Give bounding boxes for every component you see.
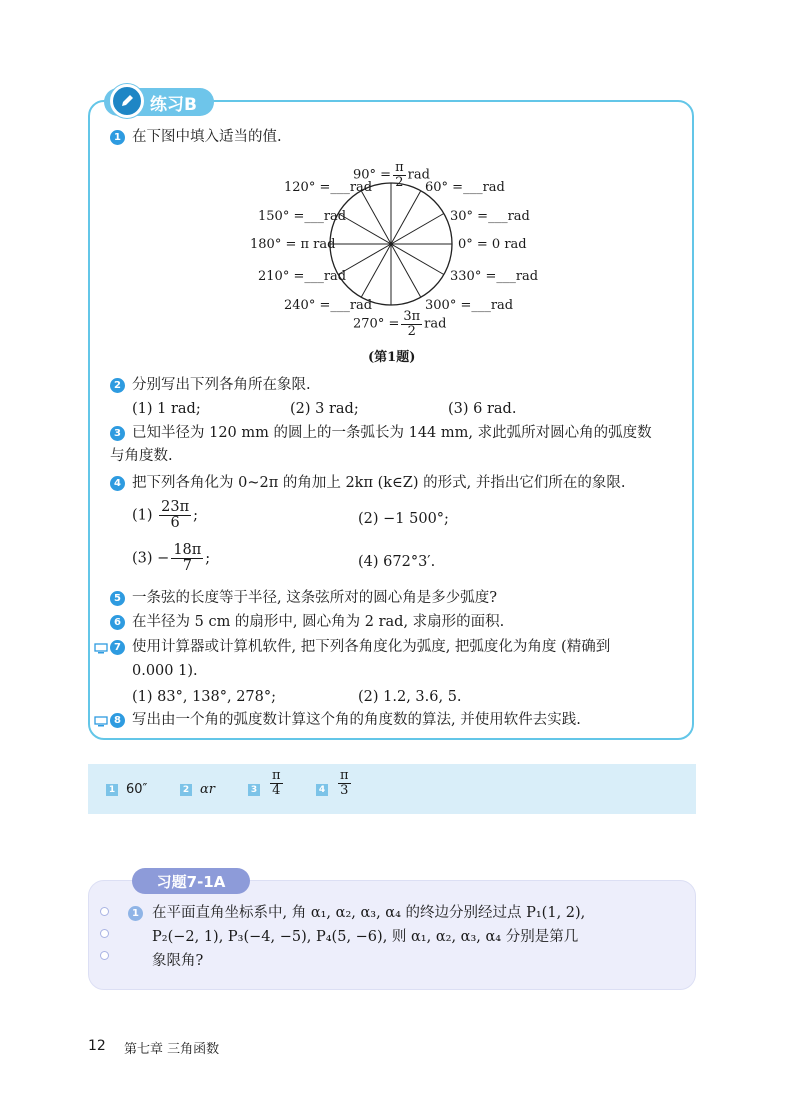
q2-part-3: (3) 6 rad. (448, 401, 517, 417)
answer-2-number: 2 (180, 784, 192, 796)
answer-1-number: 1 (106, 784, 118, 796)
exa-q1-line-1: 在平面直角坐标系中, 角 α₁, α₂, α₃, α₄ 的终边分别经过点 P₁(1, 2), (152, 905, 586, 921)
label-90: 90° = $\frac{\pi}{2}$ rad (353, 160, 430, 190)
q3-number: 3 (110, 426, 125, 441)
binder-hole-icon (100, 951, 109, 960)
exa-q1-line-2: P₂(−2, 1), P₃(−4, −5), P₄(5, −6), 则 α₁, α₂, α₃, α₄ 分别是第几 (152, 929, 579, 945)
q4-part-2: (2) −1 500°; (358, 511, 449, 527)
answer-1: 60″ (126, 782, 148, 797)
q7-line-2: 0.000 1). (132, 663, 198, 679)
q7-number: 7 (110, 640, 125, 655)
q4-part-1: (1) $\frac{23\pi}{6}$ ; (132, 499, 199, 532)
computer-icon (94, 643, 108, 654)
binder-hole-icon (100, 929, 109, 938)
label-180: 180° = π rad (250, 237, 336, 252)
answer-strip (88, 764, 696, 814)
q4-text: 把下列各角化为 0~2π 的角加上 2kπ (k∈Z) 的形式, 并指出它们所在的象限. (132, 475, 626, 491)
q2-part-2: (2) 3 rad; (290, 401, 359, 417)
q6-text: 在半径为 5 cm 的扇形中, 圆心角为 2 rad, 求扇形的面积. (132, 614, 505, 630)
q7-line-1: 使用计算器或计算机软件, 把下列各角度化为弧度, 把弧度化为角度 (精确到 (132, 639, 611, 655)
exercise-b-title: 练习B (104, 88, 214, 116)
answer-4: $\frac{\pi}{3}$ (340, 768, 349, 798)
label-0: 0° = 0 rad (458, 237, 527, 252)
label-330: 330° =___rad (450, 269, 539, 284)
q1-number: 1 (110, 130, 125, 145)
q6-number: 6 (110, 615, 125, 630)
q4-part-3: (3) − $\frac{18\pi}{7}$ ; (132, 542, 211, 575)
q1-text: 在下图中填入适当的值. (132, 129, 282, 145)
q8-number: 8 (110, 713, 125, 728)
label-240: 240° =___rad (284, 298, 373, 313)
q7-part-2: (2) 1.2, 3.6, 5. (358, 689, 462, 705)
q3-line-2: 与角度数. (110, 448, 173, 464)
unit-circle-diagram (240, 150, 540, 370)
q5-text: 一条弦的长度等于半径, 这条弦所对的圆心角是多少弧度? (132, 590, 497, 606)
computer-icon (94, 716, 108, 727)
q2-part-1: (1) 1 rad; (132, 401, 201, 417)
q4-part-4: (4) 672°3′. (358, 554, 436, 570)
label-150: 150° =___rad (258, 209, 347, 224)
answer-4-number: 4 (316, 784, 328, 796)
q2-number: 2 (110, 378, 125, 393)
answer-3: $\frac{\pi}{4}$ (272, 768, 281, 798)
answer-3-number: 3 (248, 784, 260, 796)
q2-text: 分别写出下列各角所在象限. (132, 377, 311, 393)
exa-q1-line-3: 象限角? (152, 953, 204, 969)
q3-line-1: 已知半径为 120 mm 的圆上的一条弧长为 144 mm, 求此弧所对圆心角的弧度数 (132, 425, 652, 441)
answer-2: αr (200, 782, 215, 797)
label-300: 300° =___rad (425, 298, 514, 313)
diagram-caption: (第1题) (368, 350, 416, 365)
chapter-title: 第七章 三角函数 (124, 1042, 220, 1057)
q7-part-1: (1) 83°, 138°, 278°; (132, 689, 277, 705)
exercise-a-title: 习题7-1A (132, 868, 250, 894)
exa-q1-number: 1 (128, 906, 143, 921)
label-210: 210° =___rad (258, 269, 347, 284)
label-120: 120° =___rad (284, 180, 373, 195)
label-270: 270° = $\frac{3\pi}{2}$ rad (353, 309, 447, 339)
binder-hole-icon (100, 907, 109, 916)
pencil-badge-icon (110, 84, 144, 118)
q5-number: 5 (110, 591, 125, 606)
label-60: 60° =___rad (425, 180, 505, 195)
page-number: 12 (88, 1038, 106, 1054)
q4-number: 4 (110, 476, 125, 491)
label-30: 30° =___rad (450, 209, 530, 224)
q8-text: 写出由一个角的弧度数计算这个角的角度数的算法, 并使用软件去实践. (132, 712, 581, 728)
